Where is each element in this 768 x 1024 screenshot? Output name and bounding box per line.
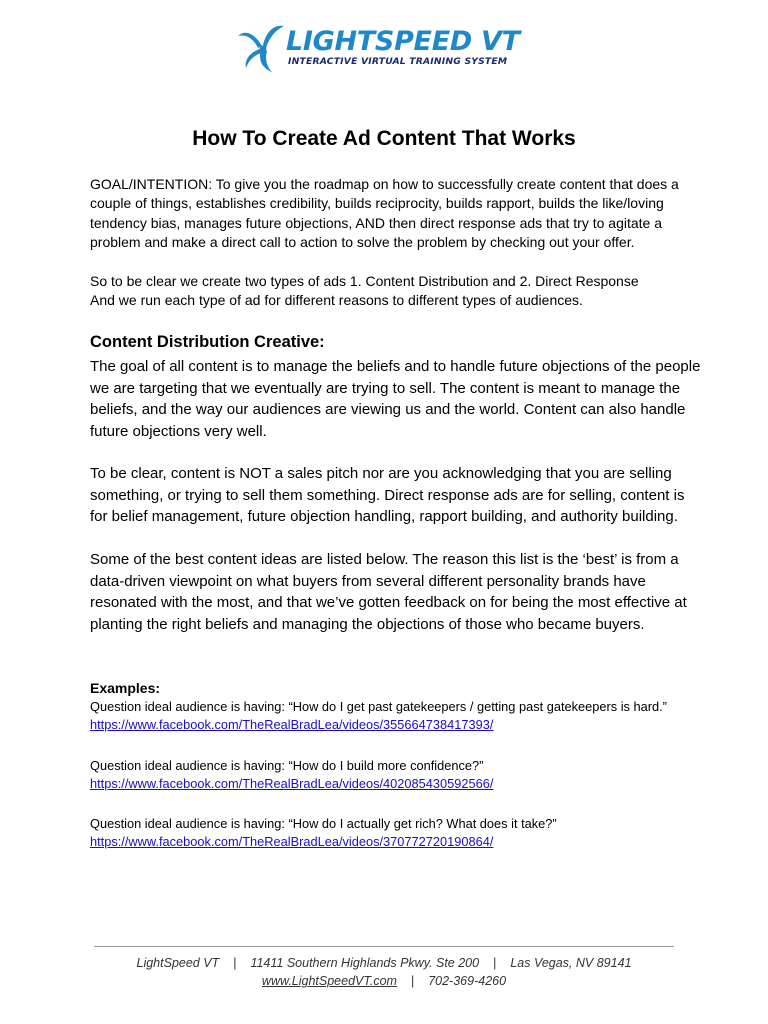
document-title: How To Create Ad Content That Works (192, 127, 576, 150)
example-link[interactable]: https://www.facebook.com/TheRealBradLea/videos/370772720190864/ (90, 834, 494, 850)
example-item (90, 815, 730, 851)
lightspeed-swirl-icon (236, 22, 288, 74)
brand-tagline: INTERACTIVE VIRTUAL TRAINING SYSTEM (288, 56, 508, 67)
footer-separator: | (493, 956, 497, 970)
footer-divider (94, 946, 674, 947)
ad-types-line-1: So to be clear we create two types of ads 1. Content Distribution and 2. Direct Response (90, 273, 639, 289)
footer-address: 11411 Southern Highlands Pkwy. Ste 200 (250, 956, 480, 970)
example-item (90, 757, 730, 793)
footer-separator: | (233, 956, 237, 970)
body-paragraph-3: Some of the best content ideas are listed below. The reason this list is the ‘best’ is from a data-driven viewpoint on what buyers from several different personality brands have resonated with the most, and that we’ve gotten feedback on for being the most effective at planting the right beliefs and managing the objections of those who became buyers. (90, 551, 687, 633)
examples-heading: Examples: (90, 680, 161, 696)
section-heading: Content Distribution Creative: (90, 333, 325, 351)
example-link[interactable]: https://www.facebook.com/TheRealBradLea/videos/355664738417393/ (90, 717, 494, 733)
footer-separator: | (410, 974, 415, 988)
example-item (90, 698, 730, 734)
body-paragraph-2: To be clear, content is NOT a sales pitch nor are you acknowledging that you are selling something, or trying to sell them something. Direct response ads are for selling, content is for belief management, future objection handling, rapport building, and authority building. (90, 465, 685, 526)
ad-types-line-2: And we run each type of ad for different reasons to different types of audiences. (90, 292, 583, 309)
brand-name: LIGHTSPEED VT (286, 26, 520, 57)
goal-paragraph: GOAL/INTENTION: To give you the roadmap on how to successfully create content that does a couple of things, establishes credibility, builds reciprocity, builds rapport, builds the like/loving tendency bias, manages future objections, AND then direct response ads that try to agitate a problem and make a direct call to action to solve the problem by checking out your offer. (90, 176, 679, 251)
example-question: Question ideal audience is having: “How do I actually get rich? What does it take?” (90, 816, 557, 831)
ad-types-paragraph (90, 272, 710, 311)
footer-company: LightSpeed VT (136, 956, 220, 970)
example-question: Question ideal audience is having: “How do I get past gatekeepers / getting past gatekeepers is hard.” (90, 699, 667, 714)
brand-logo (236, 22, 536, 74)
footer-address-line (0, 955, 768, 971)
body-paragraph-1: The goal of all content is to manage the beliefs and to handle future objections of the people we are targeting that we eventually are trying to sell. The content is meant to manage the beliefs, and the way our audiences are viewing us and the world. Content can also handle future objections very well. (90, 358, 701, 440)
footer-phone: 702-369-4260 (428, 974, 507, 988)
footer-website-link[interactable]: www.LightSpeedVT.com (261, 974, 397, 988)
footer-city: Las Vegas, NV 89141 (510, 956, 632, 970)
example-question: Question ideal audience is having: “How do I build more confidence?” (90, 758, 484, 773)
footer-contact-line (0, 973, 768, 989)
example-link[interactable]: https://www.facebook.com/TheRealBradLea/videos/402085430592566/ (90, 776, 494, 792)
